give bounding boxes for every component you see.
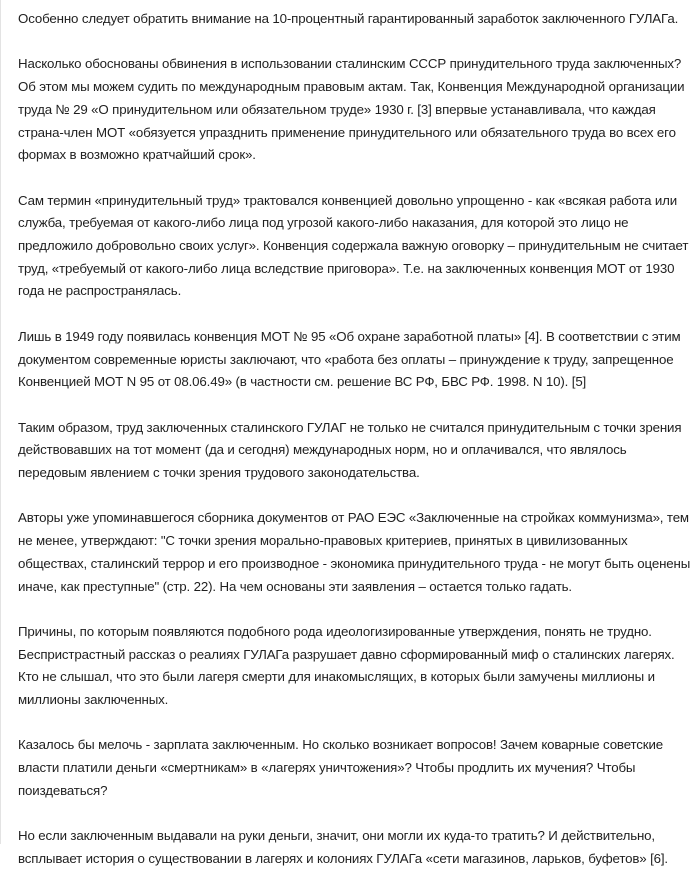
paragraph: Лишь в 1949 году появилась конвенция МОТ № 95 «Об охране заработной платы» [4]. В соответствии с этим документом современные юристы заключают, что «работа без оплаты – принуждение к труду, запрещенное Конвенцией МОТ N 95 от 08.06.49» (в частности см. решение ВС РФ, БВС РФ. 1998. N 10). [5] xyxy=(18,328,681,390)
paragraph: Казалось бы мелочь - зарплата заключенным. Но сколько возникает вопросов! Зачем коварные советские власти платили деньги «смертникам» в «лагерях уничтожения»? Чтобы продлить их мучения? Чтобы поиздеваться? xyxy=(18,737,663,798)
paragraph: Особенно следует обратить внимание на 10-процентный гарантированный заработок заключенного ГУЛАГа. xyxy=(18,11,679,26)
paragraph: Авторы уже упоминавшегося сборника документов от РАО ЕЭС «Заключенные на стройках коммунизма», тем не менее, утверждают: "С точки зрения морально-правовых критериев, принятых в цивилизованных обществах, сталинский террор и его производное - экономика принудительного труда - не могут быть оценены иначе, как преступные" (стр. 22). На чем основаны эти заявления – остается только гадать. xyxy=(18,510,691,594)
paragraph: Насколько обоснованы обвинения в использовании сталинским СССР принудительного труда заключенных? Об этом мы можем судить по международным правовым актам. Так, Конвенция Международной организации труда № 29 «О принудительном или обязательном труде» 1930 г. [3] впервые устанавливала, что каждая страна-член МОТ «обязуется упразднить применение принудительного или обязательного труда во всех его формах в возможно кратчайший срок». xyxy=(18,56,685,163)
paragraph: Причины, по которым появляются подобного рода идеологизированные утверждения, понять не трудно. Беспристрастный рассказ о реалиях ГУЛАГа разрушает давно сформированный миф о сталинских лагерях. Кто не слышал, что это были лагеря смерти для инакомыслящих, в которых были замучены миллионы и миллионы заключенных. xyxy=(18,623,675,707)
paragraph: Сам термин «принудительный труд» трактовался конвенцией довольно упрощенно - как «всякая работа или служба, требуемая от какого-либо лица под угрозой какого-либо наказания, для которой это лицо не предложило добровольно своих услуг». Конвенция содержала важную оговорку – принудительным не считает труд, «требуемый от какого-либо лица вследствие приговора». Т.е. на заключенных конвенция МОТ от 1930 года не распространялась. xyxy=(18,192,689,299)
article-body xyxy=(18,8,698,893)
paragraph: Таким образом, труд заключенных сталинского ГУЛАГ не только не считался принудительным с точки зрения действовавших на тот момент (да и сегодня) международных норм, но и оплачивался, что являлось передовым явлением с точки зрения трудового законодательства. xyxy=(18,419,682,480)
left-border xyxy=(0,0,1,844)
paragraph: Но если заключенным выдавали на руки деньги, значит, они могли их куда-то тратить? И действительно, всплывает история о существовании в лагерях и колониях ГУЛАГа «сети магазинов, ларьков, буфетов» [6]. xyxy=(18,828,668,866)
